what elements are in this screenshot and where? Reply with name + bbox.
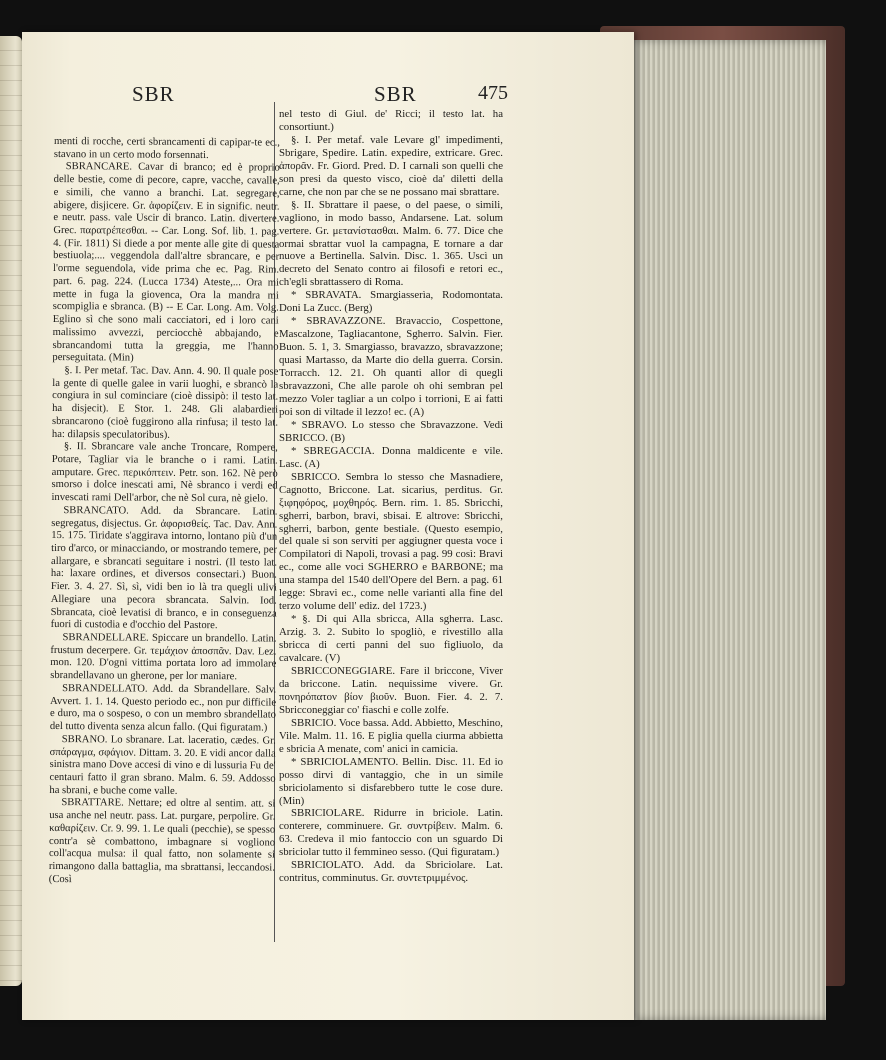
entry-paragraph: menti di rocche, certi sbrancamenti di capipar-te ec., stavano in un certo modo forsennati. (53, 136, 280, 161)
right-head-word: SBR (374, 82, 417, 106)
entry-paragraph: * SBREGACCIA. Donna maldicente e vile. Lasc. (A) (279, 444, 503, 470)
dictionary-page (22, 32, 634, 1020)
entry-paragraph: * SBRAVAZZONE. Bravaccio, Cospettone, Mascalzone, Tagliacantone, Sgherro. Salvin. Fier. Buon. 5. 1, 3. Smargiasso, bravazzo, sbravazzone; quasi Martasso, da Marte dio della guerra. Corsin. Torracch. 12. 21. Oh quanti allor di quegli sbravazzoni, Che alle parole oh ohi sembran pel mezzo Voler tagliar a un colpo i torrioni, E ai fatti poi son di viltade il lezzo! ec. (A) (279, 315, 503, 418)
left-column (49, 136, 280, 888)
entry-paragraph: SBRANDELLATO. Add. da Sbrandellare. Salv. Avvert. 1. 1. 14. Questo periodo ec., non pur difficile e duro, ma o sospeso, o con un membro sbrandellato del tutto diventa senza alcun fallo. (Qui figuratam.) (49, 682, 277, 734)
entry-paragraph: §. I. Per metaf. vale Levare gl' impedimenti, Sbrigare, Spedire. Latin. expedire, extricare. Grec. ἀπορᾶν. Fr. Giord. Pred. D. I carnali son quelli che son presi da questo visco, cioè da' diletti della carne, che non par che se ne possano mai sbrattare. (279, 133, 503, 198)
entry-paragraph: * §. Di qui Alla sbricca, Alla sgherra. Lasc. Arzig. 3. 2. Subito lo spogliò, e rivestillo alla sbricca di certi panni del suo figliuolo, da cavalcare. (V) (279, 613, 503, 665)
entry-paragraph: SBRATTARE. Nettare; ed oltre al sentim. att. si usa anche nel neutr. pass. Lat. purgare, perpolire. Gr. καθαρίζειν. Cr. 9. 99. 1. Le quali (pecchie), se spesso contr'a sè combattono, imbagnare si vogliono coll'acqua mulsa: il qual fatto, non solamente si rimangono dalla battaglia, ma sbrattansi, leccandosi. (Così (48, 797, 276, 885)
entry-paragraph: SBRANO. Lo sbranare. Lat. laceratio, cædes. Gr. σπάραγμα, σφάγιον. Dittam. 3. 20. E vidi ancor dalla sinistra mano Dove accesi di vino e di lussuria Fu de' centauri fatto il gran sbrano. Malm. 6. 59. Addosso ha sbrani, e buche come valle. (49, 733, 276, 797)
entry-paragraph: SBRICIO. Voce bassa. Add. Abbietto, Meschino, Vile. Malm. 11. 16. E piglia quella ciurma abbietta e sbricia A menate, com' anici in camicia. (279, 716, 503, 755)
entry-paragraph: SBRICIOLATO. Add. da Sbriciolare. Lat. contritus, comminutus. Gr. συντετριμμένος. (279, 859, 503, 885)
entry-paragraph: SBRICCONEGGIARE. Fare il briccone, Viver da briccone. Latin. nequissime vivere. Gr. πονηρόπατον βίον βιοῦν. Buon. Fier. 4. 2. 7. Sbricconeggiar co' fiaschi e colle zolfe. (279, 664, 503, 716)
entry-paragraph: SBRANCATO. Add. da Sbrancare. Latin. segregatus, disjectus. Gr. ἀφορισθείς. Tac. Dav. Ann. 15. 175. Tiridate s'aggirava intorno, lontano più d'un tiro d'arco, or minacciando, or mostrando temere, per allargare, e sbrancati seguitare i nostri. (Il testo lat. ha: laxare ordines, et diversos consectari.) Buon. Fier. 3. 4. 27. Sì, sì, vidi ben io là tra quegli ulivi Allegiare una pecora sbrancata. Salvin. Iod. Sbrancata, cioè levatisi di branco, e in conseguenza fuori di custodia e d'occhio del Pastore. (50, 504, 278, 632)
entry-paragraph: §. II. Sbrancare vale anche Troncare, Rompere, Potare, Tagliar via le branche o i rami. Latin. amputare. Grec. περικόπτειν. Petr. son. 162. Nè però smorso i dolce inescati ami, Nè sbranco i verdi ed invescati rami Dell'arbor, che nè Sol cura, nè gielo. (51, 441, 278, 505)
entry-paragraph: * SBRAVATA. Smargiasserìa, Rodomontata. Doni La Zucc. (Berg) (279, 289, 503, 315)
facing-page-lines (0, 36, 22, 986)
entry-paragraph: SBRANDELLARE. Spiccare un brandello. Latin. frustum decerpere. Gr. τεμάχιον ἀποσπᾶν. Dav. Lez. mon. 120. D'ogni vittima portata loro ad immolare sbrandellavano un gherone, per lor maniare. (50, 632, 277, 683)
entry-paragraph: * SBRICIOLAMENTO. Bellin. Disc. 11. Ed io posso dirvi di vantaggio, che in un simile sbriciolamento si disfarebbero tutte le cose dure. (Min) (279, 755, 503, 807)
entry-paragraph: §. I. Per metaf. Tac. Dav. Ann. 4. 90. Il quale pose la gente di quelle galee in varii luoghi, e sbrancò la congiura in sul cominciare (cioè dissipò: il testo lat. ha disjecit). E Stor. 1. 248. Gli alabardieri sbrancarono (cioè fuggirono alla rinfusa; il testo lat. ha: dilapsis speculatoribus). (51, 365, 279, 441)
entry-paragraph: nel testo di Giul. de' Ricci; il testo lat. ha consortiunt.) (279, 108, 503, 133)
left-head-word: SBR (132, 82, 175, 106)
page-edges-stack (628, 40, 826, 1020)
entry-paragraph: SBRANCARE. Cavar di branco; ed è proprio delle bestie, come di pecore, capre, vacche, cavalle, e simili, che vanno a branchi. Lat. segregare, abigere, disjicere. Gr. ἀφορίζειν. E in signific. neutr. e neutr. pass. vale Uscir di branco. Latin. divertere. Grec. παρατρέπεσθαι. -- Car. Long. Sof. lib. 1. pag. 4. (Fir. 1811) Si diede a por mente alle gite di questa bestiuola;.... veggendola dall'altre sbrancare, e per l'orme seguendola, vide prima che ec. Pag. Rim. part. 6. pag. 224. (Lucca 1734) Ateste,... Ora mi mette in fuga la giovenca, Ora la mandra mi scompiglia e sbranca. (B) -- E Car. Long. Am. Volg. Eglino sì che sono mali cacciatori, ed i loro cani malissimo avvezzi, perciocchè abbajando, e sbrancandomi tutta la greggia, me l'hanno perseguitata. (Min) (52, 161, 280, 364)
entry-paragraph: SBRICCO. Sembra lo stesso che Masnadiere, Cagnotto, Briccone. Lat. sicarius, perditus. Gr. ξιφηφόρος, μοχθηρός. Bern. rim. 1. 85. Sbricchi, sgherri, barbon, bravi, sbisai. E altrove: Sbricchi, sgherri, barbon, gente bestiale. (Questo esempio, del quale si son serviti per aggiugner questa voce i Compilatori di Napoli, trovasi a pag. 99 così: Bravi ec., come alle voci SGHERRO e BARBONE; ma una stampa del 1540 dell'Opere del Bern. a pag. 61 legge: Sbravi ec., come nelle varianti alla fine del terzo volume dell' ediz. del 1723.) (279, 470, 503, 613)
entry-paragraph: SBRICIOLARE. Ridurre in briciole. Latin. conterere, comminuere. Gr. συντρίβειν. Malm. 6. 63. Credeva il mio fantoccio con un sguardo Di sbriciolar tutto il femmineo sesso. (Qui figuratam.) (279, 807, 503, 859)
entry-paragraph: §. II. Sbrattare il paese, o del paese, o simili, vagliono, in modo basso, Andarsene. Lat. solum vertere. Gr. μετανίστασθαι. Malm. 6. 77. Dice che ormai sbrattar vuol la campagna, E tornare a dar nuove a Bertinella. Salvin. Disc. 1. 365. Uscì un decreto del Senato contro ai filosofi e retori ec., ch'egli sbrattassero di Roma. (279, 198, 503, 289)
right-column (279, 108, 503, 885)
entry-paragraph: * SBRAVO. Lo stesso che Sbravazzone. Vedi SBRICCO. (B) (279, 418, 503, 444)
page-number: 475 (478, 82, 508, 104)
